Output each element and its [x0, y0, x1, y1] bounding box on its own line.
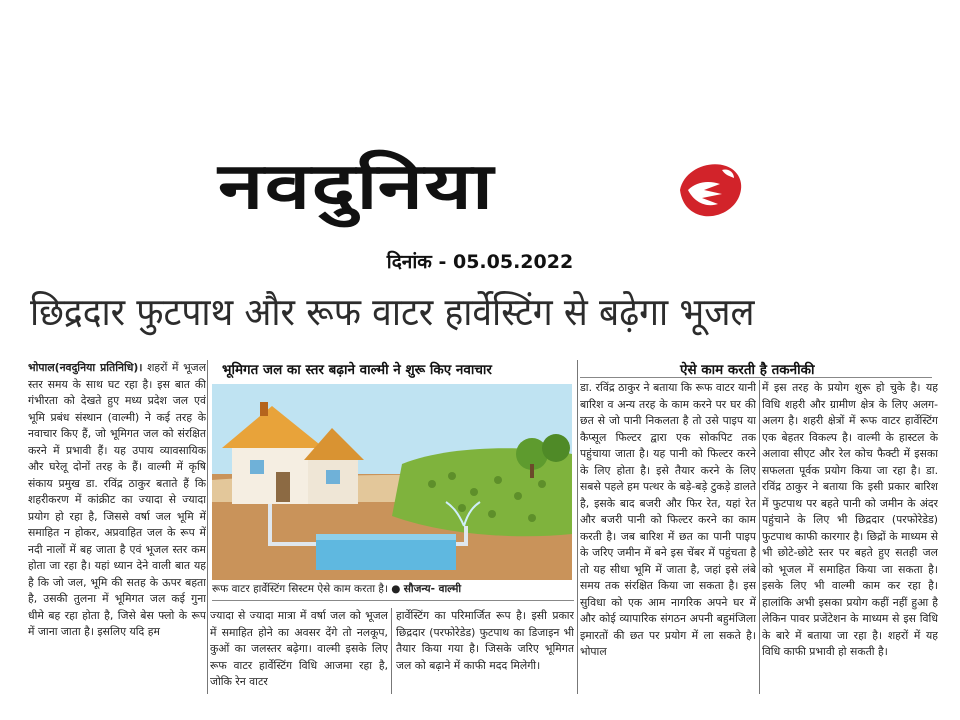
column-rule	[759, 380, 760, 694]
story-column-5	[762, 380, 938, 692]
masthead	[218, 148, 748, 228]
tech-body: में इस तरह के प्रयोग शुरू हो चुके है। यह विधि शहरी और ग्रामीण क्षेत्र के लिए अलग-अलग है। शहरी क्षेत्रों में रूफ वाटर हार्वेस्टिंग एक बेहतर विकल्प है। वाल्मी के हास्टल के अलावा सीएट और रेल कोच फैक्टी में इसका सफलता पूर्वक प्रयोग किया जा रहा है। डा. रविंद्र ठाकुर ने बताया कि इसी प्रकार बारिश में फुटपाथ पर बहते पानी को जमीन के अंदर पहुंचाने के लिए भी छिद्रदार (परफोरेडेड) फुटपाथ काफी कारगार है। छिद्रों के माध्यम से भी छोटे-छोटे स्तर पर बहते हुए सतही जल को भूजल में समाहित किया जा सकता है। इसके लिए भी वाल्मी काम कर रहा है। हालांकि अभी इसका प्रयोग कहीं नहीं हुआ है लेकिन पावर प्रजेंटेशन के माध्यम से इस विधि के बारे में बताया जा रहा है। शहरों में यह विधि काफी प्रभावी हो सकती है।	[762, 381, 938, 658]
headline: छिद्रदार फुटपाथ और रूफ वाटर हार्वेस्टिंग से बढ़ेगा भूजल	[30, 290, 755, 334]
column-rule	[207, 360, 208, 694]
tech-body: डा. रविंद्र ठाकुर ने बताया कि रूफ वाटर यानी बारिश व अन्य तरह के काम करने पर घर की छत से जो पानी निकलता है तो उसे पाइप या कैप्सूल फिल्टर द्वारा एक सोकपिट तक पहुंचाया जाता है। यह पानी को फिल्टर करने के लिए होता है। इसे तैयार करने के लिए सबसे पहले हम पत्थर के बड़े-बड़े टुकड़े डालते है, इसके बाद बजरी और फिर रेत, यहां रेत और बजरी पानी को फिल्टर करने का काम करती है। जब बारिश में छत का पानी पाइप के जरिए जमीन में बने इस चेंबर में पहुंचता है तो यह सीधा भूमि में जाता है, जहां इसे लंबे समय तक संरक्षित किया जा सकता है। इस सुविधा को एक आम नागरिक अपने घर में और कोई व्यापारिक संगठन अपनी बहुमंजिला इमारतों की छत पर प्रयोग में ला सकते है। भोपाल	[580, 381, 756, 658]
story-column-1	[28, 360, 206, 692]
story-column-3	[396, 608, 574, 698]
column-rule	[577, 360, 578, 694]
photo-subhead: भूमिगत जल का स्तर बढ़ाने वाल्मी ने शुरू किए नवाचार	[222, 362, 492, 378]
masthead-title: नवदुनिया	[218, 150, 495, 224]
dateline: दिनांक - 05.05.2022	[386, 251, 574, 273]
photo-caption	[212, 582, 574, 596]
caption-rule	[212, 600, 574, 601]
column-rule	[391, 608, 392, 694]
tech-subhead: ऐसे काम करती है तकनीकी	[680, 362, 815, 378]
story-body: शहरों में भूजल स्तर समय के साथ घट रहा है। इस बात की गंभीरता को देखते हुए मध्य प्रदेश जल एवं भूमि प्रबंध संस्थान (वाल्मी) ने कई तरह के नवाचार किए हैं, जो भूमिगत जल को संरक्षित करने में प्रभावी हैं। यह उपाय व्यावसायिक और घरेलू दोनों तरह के हैं। वाल्मी में कृषि संकाय प्रमुख डा. रविंद्र ठाकुर बताते हैं कि शहरीकरण में कांक्रीट का ज्यादा से ज्यादा प्रयोग हो रहा है, जिससे वर्षा जल भूमि में समाहित न होकर, अप्रवाहित जल के रूप में नदी नालों में बह जाता है एवं भूजल स्तर कम होता जा रहा है। यहां ध्यान देने वाली बात यह है कि जो जल, भूमि की सतह के ऊपर बहता है, उसकी तुलना में भूमिगत जल कई गुना धीमे बह रहा होता है, जिसे बेस फ्लो के रूप में जाना जाता है। इसलिए यदि हम	[28, 361, 206, 638]
byline: भोपाल(नवदुनिया प्रतिनिधि)।	[28, 361, 143, 374]
story-body-cont: ज्यादा से ज्यादा मात्रा में वर्षा जल को भूजल में समाहित होने का अवसर देंगे तो नलकूप, कुओं का जलस्तर बढ़ेगा। वाल्मी इसके लिए रूफ वाटर हार्वेस्टिंग विधि आजमा रहा है, जोकि रेन वाटर	[210, 609, 388, 688]
story-column-2	[210, 608, 388, 698]
rainwater-harvesting-illustration	[212, 384, 572, 580]
story-body-cont: हार्वेस्टिंग का परिमार्जित रूप है। इसी प्रकार छिद्रदार (परफोरेडेड) फुटपाथ का डिजाइन भी तैयार किया गया है। जिसके जरिए भूमिगत जल को बढ़ाने में काफी मदद मिलेगी।	[396, 609, 574, 672]
dove-hand-logo-icon	[674, 156, 746, 222]
caption-credit: सौजन्य- वाल्मी	[403, 583, 462, 595]
caption-text: रूफ वाटर हार्वेस्टिंग सिस्टम ऐसे काम करता है। ●	[212, 583, 404, 595]
story-column-4	[580, 380, 756, 692]
